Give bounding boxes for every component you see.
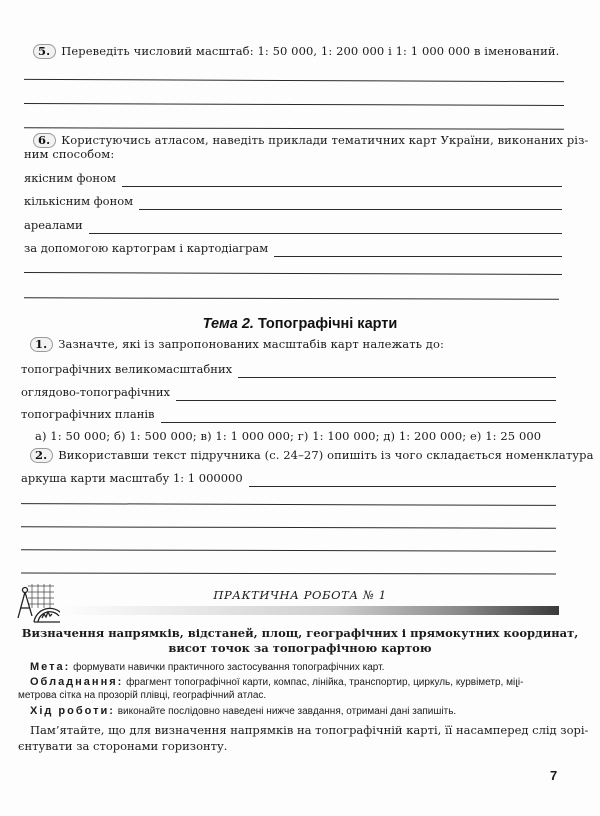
answer-line[interactable] [274,246,562,257]
practical-title-line2: висот точок за топографічною картою [168,641,432,655]
answer-line[interactable] [139,199,562,210]
equipment-text-line1: фрагмент топографічної карти, компас, лінійка, транспортир, циркуль, курвіметр, міլі- [126,677,524,688]
field-label: ареалами [24,218,83,232]
field-label: топографічних планів [21,407,155,421]
field-topographic-plans[interactable] [21,407,556,421]
field-areas[interactable] [24,218,562,232]
equipment-label: Обладнання: [30,676,124,688]
answer-line[interactable] [21,503,556,506]
answer-line[interactable] [89,223,562,234]
answer-line[interactable] [249,476,556,487]
progress-label: Хід роботи: [30,705,115,717]
theme-task-2-text: Використавши текст підручника (с. 24–27) опишіть із чого складається номенклатура [58,448,594,462]
goal-text: формувати навички практичного застосування топографічних карт. [73,662,385,673]
answer-line[interactable] [122,176,562,187]
remember-line1: Пам’ятайте, що для визначення напрямків на топографічній карті, її насамперед слід зорі- [30,723,589,737]
field-label: оглядово-топографічних [21,385,171,399]
answer-line[interactable] [176,390,556,401]
remember-line2: єнтувати за сторонами горизонту. [18,739,228,753]
field-qualitative-background[interactable] [24,171,562,185]
answer-line[interactable] [24,79,564,82]
task-number-badge: 6. [33,133,56,148]
theme-task-1-prompt [30,337,444,352]
task-6-text-line2: ним способом: [24,147,115,161]
progress-text: виконайте послідовно наведені нижче завдання, отримані дані запишіть. [117,706,457,717]
answer-line[interactable] [161,412,556,423]
field-label: аркуша карти масштабу 1: 1 000000 [21,471,243,485]
answer-line[interactable] [24,272,562,275]
goal-row [30,660,384,675]
theme-title [0,316,600,332]
answer-line[interactable] [21,526,556,528]
field-label: топографічних великомасштабних [21,362,233,376]
task-6-text-line1: Користуючись атласом, наведіть приклади тематичних карт України, виконаних різ- [61,133,589,147]
field-overview-topographic[interactable] [21,385,556,399]
scale-options: а) 1: 50 000; б) 1: 500 000; в) 1: 1 000 000; г) 1: 100 000; д) 1: 200 000; е) 1: 25 000 [35,429,542,443]
task-5-text: Переведіть числовий масштаб: 1: 50 000, 1: 200 000 і 1: 1 000 000 в іменований. [61,44,560,58]
theme-task-2-prompt [30,448,594,463]
equipment-row [30,675,523,690]
answer-line[interactable] [21,549,556,551]
answer-line[interactable] [24,297,559,299]
task-6-prompt [33,133,588,148]
answer-line[interactable] [238,367,556,378]
task-5-prompt [33,44,559,59]
practical-title-line1: Визначення напрямків, відстаней, площ, географічних і прямокутних координат, [21,626,579,640]
equipment-text-line2: метрова сітка на прозорій плівці, географічний атлас. [18,690,267,701]
field-large-scale-topographic[interactable] [21,362,556,376]
field-quantitative-background[interactable] [24,194,562,208]
practical-work-header: ПРАКТИЧНА РОБОТА № 1 [213,588,387,602]
field-label: кількісним фоном [24,194,134,208]
theme-task-1-text: Зазначте, які із запропонованих масштабів карт належать до: [58,337,444,351]
page-number: 7 [550,768,558,783]
compass-protractor-grid-icon [14,582,62,626]
answer-line[interactable] [24,103,564,106]
gradient-divider [60,606,559,615]
field-nomenclature[interactable] [21,471,556,485]
field-cartograms[interactable] [24,241,562,255]
goal-label: Мета: [30,661,71,673]
field-label: якісним фоном [24,171,116,185]
answer-line[interactable] [21,573,556,575]
task-number-badge: 5. [33,44,56,59]
progress-row [30,704,456,719]
task-number-badge: 2. [30,448,53,463]
theme-prefix: Тема 2. [202,316,254,332]
answer-line[interactable] [24,127,564,129]
field-label: за допомогою картограм і картодіаграм [24,241,269,255]
task-number-badge: 1. [30,337,53,352]
theme-name: Топографічні карти [257,316,398,332]
